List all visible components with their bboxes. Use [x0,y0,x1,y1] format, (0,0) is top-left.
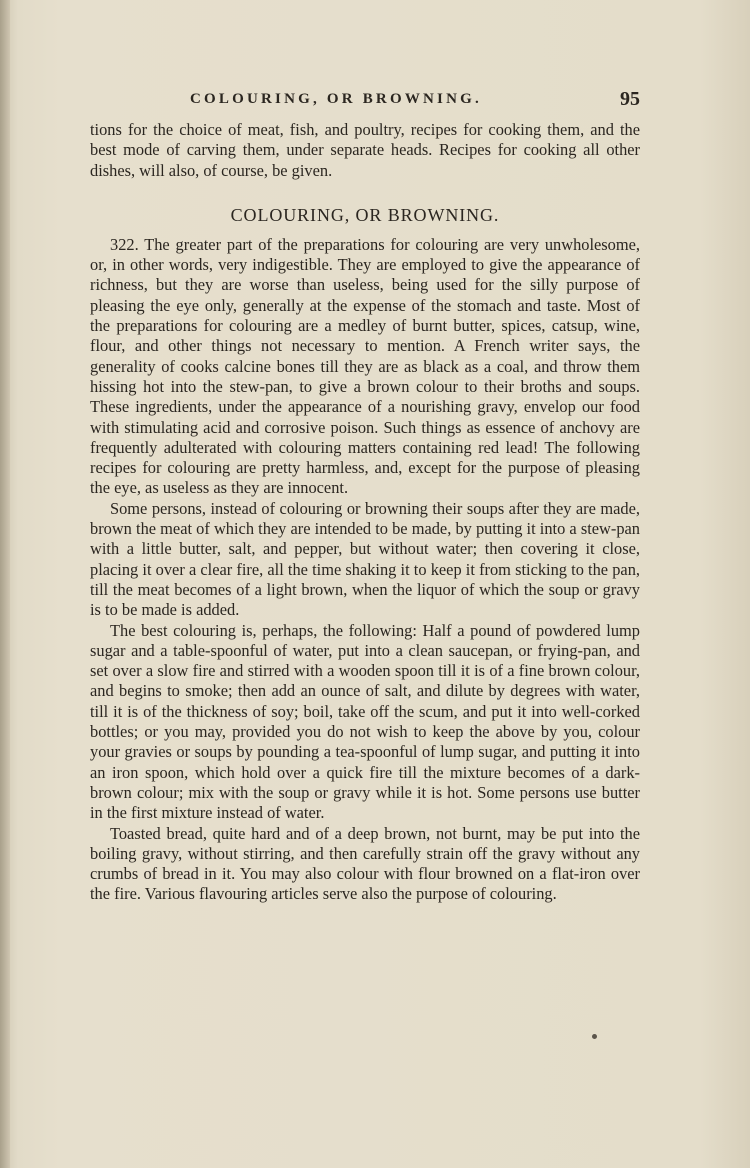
running-head [90,88,640,112]
paragraph-toasted-bread: Toasted bread, quite hard and of a deep brown, not burnt, may be put into the boiling gravy, without stirring, and then carefully strain off the gravy without any crumbs of bread in it. You may also colour with flour browned on a flat-iron over the fire. Various flavouring articles serve also the purpose of colouring. [90,823,640,904]
continuation-paragraph: tions for the choice of meat, fish, and poultry, recipes for cooking them, and the best mode of carving them, under separate heads. Recipes for cooking all other dishes, will also, of course, be given. [90,120,640,180]
running-title: COLOURING, OR BROWNING. [190,91,482,107]
paragraph-322: 322. The greater part of the preparations for colouring are very unwholesome, or, in other words, very indigestible. They are employed to give the appearance of richness, but they are worse than useless, being used for the silly purpose of pleasing the eye only, generally at the expense of the stomach and taste. Most of the preparations for colouring are a medley of burnt butter, spices, catsup, wine, flour, and other things not necessary to mention. A French writer says, the generality of cooks calcine bones till they are as black as a coal, and throw them hissing hot into the stew-pan, to give a brown colour to their broths and soups. These ingredients, under the appearance of a nourishing gravy, envelop our food with stimulating acid and corrosive poison. Such things as essence of anchovy are frequently adulterated with colouring matters containing red lead! The following recipes for colouring are pretty harmless, and, except for the purpose of pleasing the eye, as useless as they are innocent. [90,234,640,498]
body-text [90,120,640,905]
paragraph-best-colouring: The best colouring is, perhaps, the following: Half a pound of powdered lump sugar and a table-spoonful of water, put into a clean saucepan, or frying-pan, and set over a slow fire and stirred with a wooden spoon till it is of a fine brown colour, and begins to smoke; then add an ounce of salt, and dilute by degrees with water, till it is of the thickness of soy; boil, take off the scum, and put it into well-corked bottles; or you may, provided you do not wish to keep the above by you, colour your gravies or soups by pounding a tea-spoonful of lump sugar, and putting it into an iron spoon, which hold over a quick fire till the mixture becomes of a dark-brown colour; mix with the soup or gravy while it is hot. Some persons use butter in the first mixture instead of water. [90,620,640,823]
section-heading: COLOURING, OR BROWNING. [230,204,500,225]
ink-speck [592,1034,597,1039]
paragraph-brown-meat: Some persons, instead of colouring or browning their soups after they are made, brown the meat of which they are intended to be made, by putting it into a stew-pan with a little butter, salt, and pepper, but without water; then covering it close, placing it over a clear fire, all the time shaking it to keep it from sticking to the pan, till the meat becomes of a light brown, when the liquor of which the soup or gravy is to be made is added. [90,498,640,620]
gutter-shadow [0,0,10,1168]
page-number: 95 [620,88,640,110]
